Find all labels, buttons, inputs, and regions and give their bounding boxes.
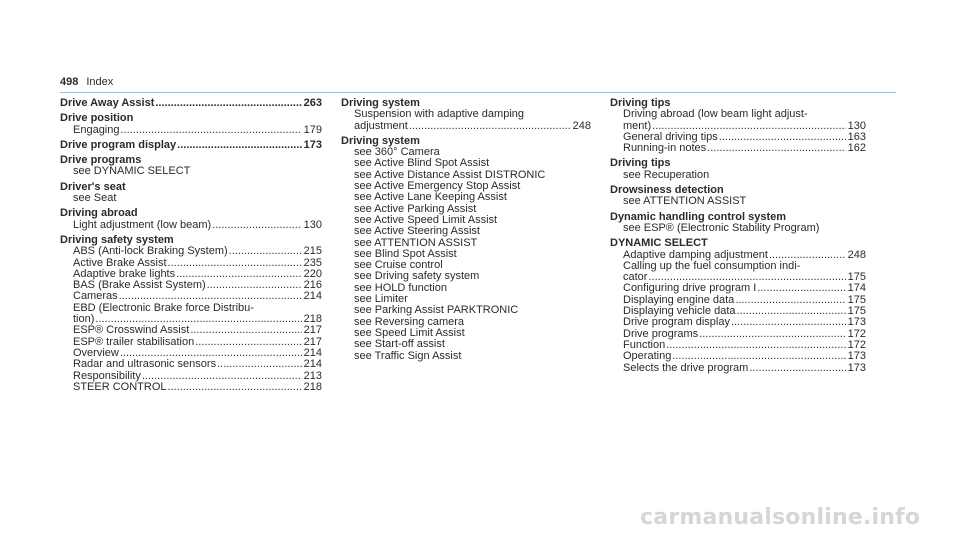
index-column-1	[60, 98, 322, 397]
section-title: Index	[86, 76, 114, 88]
page-reference: 172	[847, 338, 866, 351]
subentry-text: Adaptive brake lights	[73, 267, 176, 280]
subentry-text: Cameras	[73, 290, 118, 303]
dot-leader	[168, 382, 302, 393]
dot-leader	[672, 351, 845, 362]
index-heading: Driving system	[341, 97, 420, 109]
index-entry	[610, 185, 866, 208]
index-subentry: see HOLD function	[354, 281, 447, 294]
page-reference: 248	[847, 248, 866, 261]
index-entry	[60, 155, 322, 178]
page-reference: 162	[847, 142, 866, 155]
index-subentry: see Active Emergency Stop Assist	[354, 180, 521, 193]
index-subentry: see Cruise control	[354, 259, 443, 272]
subentry-text: Light adjustment (low beam)	[73, 218, 212, 231]
subentry-text: BAS (Brake Assist System)	[73, 279, 206, 292]
subentry-text: Adaptive damping adjustment	[623, 248, 768, 261]
subentry-text: ESP® trailer stabilisation	[73, 335, 195, 348]
subentry-text: Displaying vehicle data	[623, 305, 736, 318]
dot-leader	[749, 363, 845, 374]
subentry-text: Responsibility	[73, 369, 141, 382]
subentry-text: ESP® Crosswind Assist	[73, 324, 190, 337]
index-subentry: EBD (Electronic Brake force Distribu-	[73, 301, 254, 314]
index-entry	[60, 208, 322, 231]
index-entry	[60, 98, 322, 109]
page-reference: 218	[303, 313, 322, 326]
subentry-text: cator	[623, 271, 648, 284]
dot-leader	[207, 280, 302, 291]
subentry-text: adjustment	[354, 119, 408, 132]
index-entry	[610, 212, 866, 235]
index-entry	[60, 140, 322, 151]
page-reference: 173	[847, 316, 866, 329]
page-reference: 174	[847, 282, 866, 295]
index-subentry: see Driving safety system	[354, 270, 480, 283]
dot-leader	[735, 295, 845, 306]
page-reference: 220	[303, 267, 322, 280]
index-heading: Driving safety system	[60, 233, 174, 246]
subentry-text: Selects the drive program	[623, 361, 749, 374]
dot-leader	[699, 329, 845, 340]
index-subentry: see Reversing camera	[354, 315, 465, 328]
subentry-text: Function	[623, 338, 666, 351]
index-subentry: see Speed Limit Assist	[354, 326, 465, 339]
index-subentry: Driving abroad (low beam light adjust-	[623, 108, 808, 121]
index-heading: Driving tips	[610, 97, 671, 109]
heading-text: Drive Away Assist	[60, 97, 155, 109]
subentry-text: Drive program display	[623, 316, 730, 329]
page-reference: 214	[303, 290, 322, 303]
subentry-text: Configuring drive program I	[623, 282, 757, 295]
index-subentry: see Traffic Sign Assist	[354, 349, 462, 362]
index-subentry: see Parking Assist PARKTRONIC	[354, 304, 519, 317]
subentry-text: General driving tips	[623, 130, 718, 143]
index-heading: Driving abroad	[60, 207, 138, 220]
dot-leader	[190, 325, 301, 336]
index-subentry: see Limiter	[354, 293, 408, 306]
page-reference: 175	[847, 293, 866, 306]
dot-leader	[229, 246, 302, 257]
page-reference: 173	[303, 138, 322, 151]
dot-leader	[731, 317, 846, 328]
index-entry	[341, 136, 591, 362]
index-heading	[60, 140, 322, 151]
index-subentry: see Seat	[73, 192, 117, 205]
dot-leader	[195, 337, 301, 348]
index-entry	[60, 182, 322, 205]
dot-leader	[177, 140, 301, 151]
index-column-3	[610, 98, 866, 378]
index-entry	[610, 238, 866, 374]
page-reference: 179	[303, 123, 322, 136]
index-subentry: see ATTENTION ASSIST	[354, 236, 478, 249]
page-reference: 216	[303, 279, 322, 292]
dot-leader	[707, 143, 845, 154]
index-subentry: see Start-off assist	[354, 338, 445, 351]
page-number: 498	[60, 76, 79, 88]
dot-leader	[409, 121, 571, 132]
index-subentry: see Active Distance Assist DISTRONIC	[354, 168, 546, 181]
index-subentry	[60, 325, 322, 336]
page-reference: 215	[303, 245, 322, 258]
page-reference: 248	[572, 119, 591, 132]
page-reference: 173	[847, 350, 866, 363]
index-subentry	[610, 363, 866, 374]
page-reference: 130	[847, 119, 866, 132]
index-entry	[60, 235, 322, 393]
dot-leader	[666, 340, 845, 351]
index-subentry	[610, 143, 866, 154]
page-header	[60, 76, 113, 88]
page-reference: 130	[303, 218, 322, 231]
index-heading	[60, 98, 322, 109]
index-subentry	[60, 382, 322, 393]
dot-leader	[719, 132, 846, 143]
index-heading: Drowsiness detection	[610, 184, 724, 197]
index-subentry: see Active Parking Assist	[354, 202, 477, 215]
dot-leader	[212, 220, 301, 231]
index-subentry: see ESP® (Electronic Stability Program)	[623, 221, 820, 234]
page-reference: 175	[847, 271, 866, 284]
subentry-text: Radar and ultrasonic sensors	[73, 358, 217, 371]
dot-leader	[217, 359, 302, 370]
page-reference: 235	[303, 256, 322, 269]
subentry-text: Operating	[623, 350, 672, 363]
index-subentry	[60, 125, 322, 136]
index-heading: Driving system	[341, 134, 420, 147]
page-reference: 214	[303, 358, 322, 371]
subentry-text: Engaging	[73, 123, 120, 136]
index-heading: Driving tips	[610, 157, 671, 170]
subentry-text: Active Brake Assist	[73, 256, 167, 269]
index-heading: Drive programs	[60, 154, 142, 167]
index-subentry: see Blind Spot Assist	[354, 247, 457, 260]
index-subentry: see Active Lane Keeping Assist	[354, 191, 507, 204]
index-heading: Driver's seat	[60, 180, 126, 193]
index-subentry: Calling up the fuel consumption indi-	[623, 259, 801, 272]
index-subentry: see Active Blind Spot Assist	[354, 157, 490, 170]
page-reference: 163	[847, 130, 866, 143]
watermark: carmanualsonline.info	[640, 505, 921, 530]
subentry-text: STEER CONTROL	[73, 380, 167, 393]
index-column-2	[341, 98, 591, 366]
page-reference: 175	[847, 305, 866, 318]
index-entry	[610, 98, 866, 154]
index-subentry	[60, 220, 322, 231]
dot-leader	[757, 283, 845, 294]
dot-leader	[168, 258, 302, 269]
index-entry	[610, 158, 866, 181]
header-rule	[60, 92, 896, 93]
index-subentry: see DYNAMIC SELECT	[73, 165, 191, 178]
subentry-text: Overview	[73, 346, 119, 359]
page-reference: 172	[847, 327, 866, 340]
page-reference: 214	[303, 346, 322, 359]
index-subentry	[610, 317, 866, 328]
index-subentry: see ATTENTION ASSIST	[623, 195, 747, 208]
index-subentry	[60, 246, 322, 257]
page-reference: 173	[847, 361, 866, 374]
subentry-text: Displaying engine data	[623, 293, 735, 306]
page-reference: 217	[303, 335, 322, 348]
page-reference: 218	[303, 380, 322, 393]
page-reference: 213	[303, 369, 322, 382]
index-subentry: see Active Steering Assist	[354, 225, 480, 238]
index-subentry	[60, 359, 322, 370]
index-heading: Dynamic handling control system	[610, 210, 787, 223]
heading-text: Drive program display	[60, 138, 177, 151]
index-subentry: see 360° Camera	[354, 146, 440, 159]
index-subentry	[610, 351, 866, 362]
page-reference: 263	[303, 97, 322, 109]
dot-leader	[155, 98, 301, 109]
subentry-text: Drive programs	[623, 327, 699, 340]
subentry-text: ment)	[623, 119, 652, 132]
index-heading: DYNAMIC SELECT	[610, 237, 708, 250]
index-subentry: see Recuperation	[623, 168, 710, 181]
index-subentry: Suspension with adaptive damping	[354, 108, 525, 121]
index-entry	[60, 113, 322, 136]
subentry-text: Running-in notes	[623, 142, 707, 155]
index-entry	[341, 98, 591, 132]
index-subentry: see Active Speed Limit Assist	[354, 213, 498, 226]
page-reference: 217	[303, 324, 322, 337]
index-heading: Drive position	[60, 112, 134, 125]
dot-leader	[737, 306, 846, 317]
index-subentry	[341, 121, 591, 132]
subentry-text: ABS (Anti-lock Braking System)	[73, 245, 228, 258]
subentry-text: tion)	[73, 313, 95, 326]
dot-leader	[121, 125, 302, 136]
